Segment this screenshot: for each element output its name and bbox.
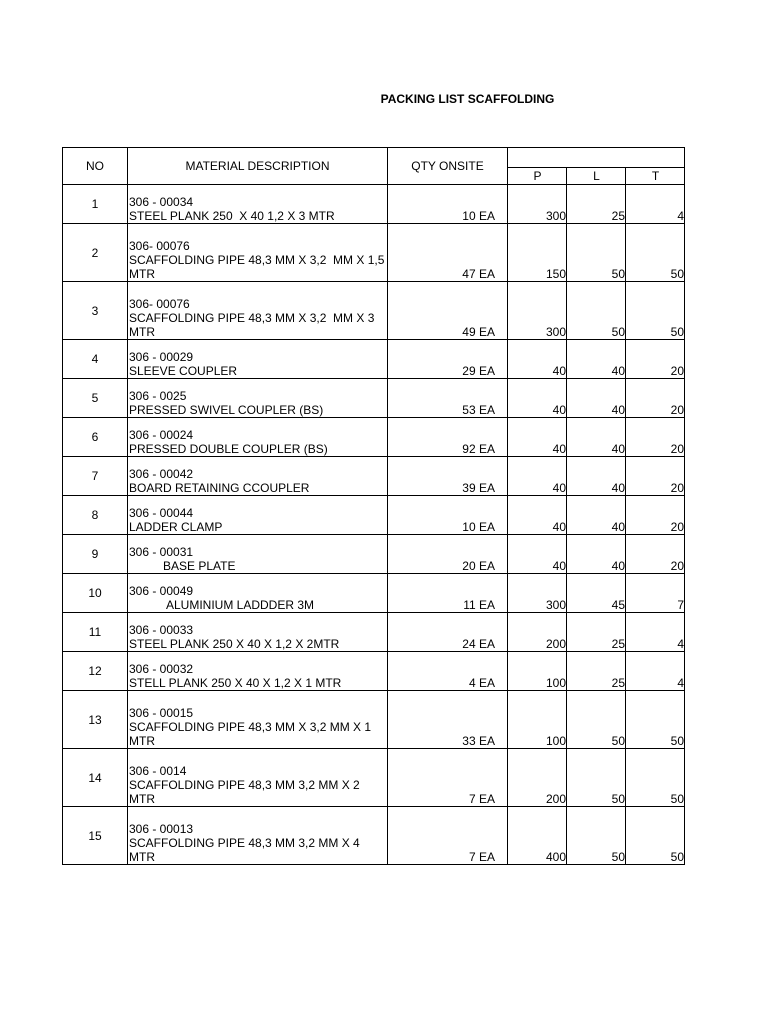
row-p: 200 (508, 613, 567, 652)
row-l: 45 (567, 574, 626, 613)
row-l: 40 (567, 340, 626, 379)
material-name: SCAFFOLDING PIPE 48,3 MM X 3,2 MM X 1 (129, 720, 372, 734)
row-p: 40 (508, 379, 567, 418)
material-name: SCAFFOLDING PIPE 48,3 MM X 3,2 MM X 3 (129, 311, 375, 325)
row-t: 4 (626, 613, 685, 652)
row-l: 40 (567, 457, 626, 496)
material-name: SLEEVE COUPLER (129, 364, 238, 378)
row-l: 50 (567, 691, 626, 749)
material-name: BASE PLATE (163, 559, 236, 573)
row-qty-onsite: 7 EA (388, 807, 508, 865)
row-t: 20 (626, 496, 685, 535)
row-qty-onsite: 29 EA (388, 340, 508, 379)
table-row (63, 379, 685, 418)
material-code: 306- 00076 (129, 239, 190, 253)
material-code: 306 - 00013 (129, 822, 194, 836)
material-name-continued: MTR (129, 792, 155, 806)
row-p: 400 (508, 807, 567, 865)
row-description (128, 652, 388, 691)
material-name-continued: MTR (129, 267, 155, 281)
material-name-continued: MTR (129, 325, 155, 339)
row-p: 300 (508, 574, 567, 613)
row-qty-onsite: 24 EA (388, 613, 508, 652)
row-l: 50 (567, 749, 626, 807)
row-qty-onsite: 39 EA (388, 457, 508, 496)
row-t: 50 (626, 282, 685, 340)
row-qty-onsite: 7 EA (388, 749, 508, 807)
material-name: STEEL PLANK 250 X 40 X 1,2 X 2MTR (129, 637, 340, 651)
row-description (128, 418, 388, 457)
row-p: 40 (508, 340, 567, 379)
row-number: 3 (63, 282, 128, 340)
material-name: SCAFFOLDING PIPE 48,3 MM 3,2 MM X 4 (129, 836, 360, 850)
row-t: 50 (626, 224, 685, 282)
row-description (128, 535, 388, 574)
row-t: 4 (626, 652, 685, 691)
material-name-continued: MTR (129, 734, 155, 748)
row-l: 25 (567, 185, 626, 224)
row-p: 150 (508, 224, 567, 282)
material-code: 306 - 0014 (129, 764, 187, 778)
row-qty-onsite: 10 EA (388, 496, 508, 535)
row-description (128, 807, 388, 865)
row-l: 40 (567, 379, 626, 418)
row-number: 12 (63, 652, 128, 691)
material-name: PRESSED SWIVEL COUPLER (BS) (129, 403, 324, 417)
row-t: 20 (626, 340, 685, 379)
header-t: T (626, 167, 685, 184)
row-p: 200 (508, 749, 567, 807)
row-number: 13 (63, 691, 128, 749)
row-t: 7 (626, 574, 685, 613)
row-description (128, 691, 388, 749)
row-number: 6 (63, 418, 128, 457)
document-title: PACKING LIST SCAFFOLDING (380, 92, 555, 106)
table-row (63, 185, 685, 224)
material-name: ALUMINIUM LADDDER 3M (166, 598, 315, 612)
row-t: 20 (626, 457, 685, 496)
material-name: STEEL PLANK 250 X 40 1,2 X 3 MTR (129, 209, 335, 223)
row-qty-onsite: 11 EA (388, 574, 508, 613)
row-qty-onsite: 49 EA (388, 282, 508, 340)
header-l: L (567, 167, 626, 184)
row-l: 50 (567, 224, 626, 282)
header-description: MATERIAL DESCRIPTION (128, 148, 388, 185)
material-name: STELL PLANK 250 X 40 X 1,2 X 1 MTR (129, 676, 342, 690)
row-description (128, 496, 388, 535)
table-row (63, 807, 685, 865)
row-p: 40 (508, 418, 567, 457)
table-row (63, 418, 685, 457)
material-code: 306 - 00024 (129, 428, 194, 442)
row-l: 50 (567, 282, 626, 340)
table-row (63, 749, 685, 807)
row-number: 9 (63, 535, 128, 574)
row-p: 40 (508, 457, 567, 496)
material-code: 306 - 00044 (129, 506, 194, 520)
header-p: P (508, 167, 567, 184)
row-t: 20 (626, 418, 685, 457)
row-description (128, 574, 388, 613)
material-name: SCAFFOLDING PIPE 48,3 MM 3,2 MM X 2 (129, 778, 360, 792)
row-qty-onsite: 47 EA (388, 224, 508, 282)
row-description (128, 282, 388, 340)
row-number: 5 (63, 379, 128, 418)
header-qty: QTY ONSITE (388, 148, 508, 185)
table-row (63, 535, 685, 574)
row-qty-onsite: 92 EA (388, 418, 508, 457)
table-row (63, 496, 685, 535)
packing-list-table (62, 147, 685, 865)
material-name: PRESSED DOUBLE COUPLER (BS) (129, 442, 328, 456)
row-l: 40 (567, 418, 626, 457)
row-description (128, 379, 388, 418)
row-l: 40 (567, 535, 626, 574)
table-row (63, 613, 685, 652)
row-p: 300 (508, 185, 567, 224)
row-qty-onsite: 4 EA (388, 652, 508, 691)
material-code: 306- 00076 (129, 297, 190, 311)
table-row (63, 457, 685, 496)
row-p: 40 (508, 496, 567, 535)
row-p: 300 (508, 282, 567, 340)
row-number: 10 (63, 574, 128, 613)
row-number: 2 (63, 224, 128, 282)
material-code: 306 - 00031 (129, 545, 194, 559)
material-code: 306 - 00049 (129, 584, 194, 598)
table-row (63, 340, 685, 379)
table-row (63, 282, 685, 340)
row-t: 20 (626, 535, 685, 574)
material-name: SCAFFOLDING PIPE 48,3 MM X 3,2 MM X 1,5 (129, 253, 385, 267)
row-p: 40 (508, 535, 567, 574)
table-row (63, 652, 685, 691)
row-number: 14 (63, 749, 128, 807)
material-code: 306 - 0025 (129, 389, 187, 403)
row-l: 50 (567, 807, 626, 865)
row-p: 100 (508, 691, 567, 749)
row-description (128, 340, 388, 379)
row-number: 7 (63, 457, 128, 496)
row-qty-onsite: 33 EA (388, 691, 508, 749)
table-row (63, 224, 685, 282)
material-name: LADDER CLAMP (129, 520, 223, 534)
row-t: 50 (626, 749, 685, 807)
row-number: 8 (63, 496, 128, 535)
material-name-continued: MTR (129, 850, 155, 864)
row-l: 25 (567, 613, 626, 652)
row-t: 50 (626, 691, 685, 749)
material-code: 306 - 00033 (129, 623, 194, 637)
row-qty-onsite: 53 EA (388, 379, 508, 418)
row-number: 1 (63, 185, 128, 224)
table-row (63, 691, 685, 749)
material-code: 306 - 00029 (129, 350, 194, 364)
row-qty-onsite: 20 EA (388, 535, 508, 574)
material-code: 306 - 00042 (129, 467, 194, 481)
header-no: NO (63, 148, 128, 185)
row-p: 100 (508, 652, 567, 691)
row-t: 50 (626, 807, 685, 865)
row-description (128, 185, 388, 224)
material-code: 306 - 00034 (129, 195, 194, 209)
row-l: 25 (567, 652, 626, 691)
row-qty-onsite: 10 EA (388, 185, 508, 224)
header-dimensions (508, 148, 685, 168)
row-description (128, 457, 388, 496)
row-t: 4 (626, 185, 685, 224)
row-number: 4 (63, 340, 128, 379)
row-description (128, 224, 388, 282)
row-description (128, 749, 388, 807)
row-number: 11 (63, 613, 128, 652)
material-code: 306 - 00015 (129, 706, 194, 720)
row-t: 20 (626, 379, 685, 418)
row-number: 15 (63, 807, 128, 865)
material-code: 306 - 00032 (129, 662, 194, 676)
row-description (128, 613, 388, 652)
row-l: 40 (567, 496, 626, 535)
material-name: BOARD RETAINING CCOUPLER (129, 481, 310, 495)
table-row (63, 574, 685, 613)
header-row (63, 148, 685, 168)
